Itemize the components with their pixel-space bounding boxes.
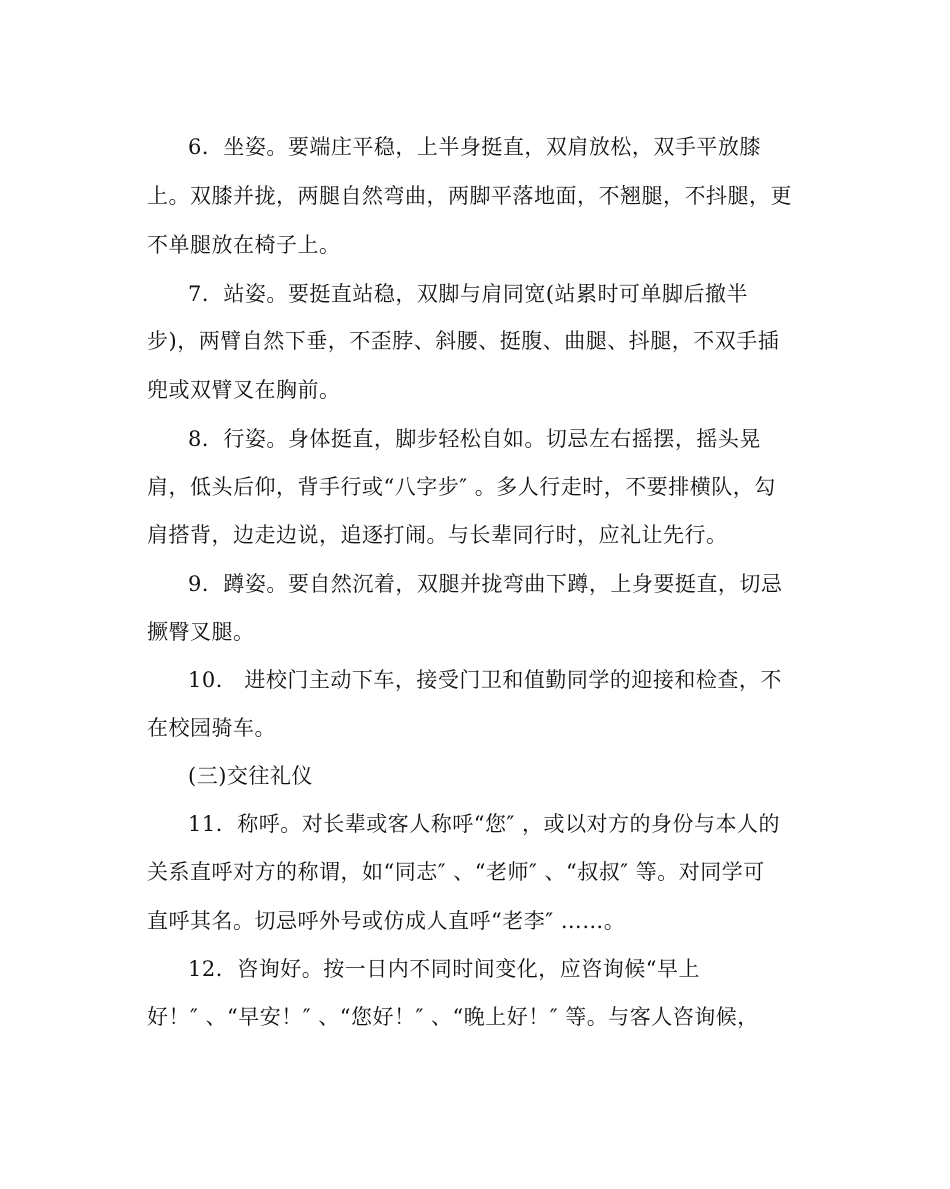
paragraph-9-line-2: 撅臀叉腿。 (147, 620, 255, 644)
paragraph-7-line-3: 兜或双臂叉在胸前。 (147, 378, 341, 402)
paragraph-12-line-1: 12．咨询好。按一日内不同时间变化，应咨询候“早上 (188, 957, 700, 981)
paragraph-6-line-3: 不单腿放在椅子上。 (147, 233, 341, 257)
paragraph-10-line-2: 在校园骑车。 (147, 716, 276, 740)
paragraph-8-line-2: 肩，低头后仰，背手行或“八字步″ 。多人行走时，不要排横队，勾 (147, 475, 776, 499)
paragraph-12-line-2: 好！″ 、“早安！″ 、“您好！″ 、“晚上好！″ 等。与客人咨询候， (147, 1005, 759, 1029)
paragraph-6-line-2: 上。双膝并拢，两腿自然弯曲，两脚平落地面，不翘腿，不抖腿，更 (147, 184, 792, 208)
paragraph-10-line-1: 10． 进校门主动下车，接受门卫和值勤同学的迎接和检查，不 (188, 668, 782, 692)
paragraph-8-line-1: 8．行姿。身体挺直，脚步轻松自如。切忌左右摇摆，摇头晃 (188, 427, 761, 451)
paragraph-8-line-3: 肩搭背，边走边说，追逐打闹。与长辈同行时，应礼让先行。 (147, 523, 728, 547)
paragraph-11-line-1: 11．称呼。对长辈或客人称呼“您″ ，或以对方的身份与本人的 (188, 812, 780, 836)
section-heading-social-etiquette: (三)交往礼仪 (188, 764, 313, 788)
paragraph-9-line-1: 9．蹲姿。要自然沉着，双腿并拢弯曲下蹲，上身要挺直，切忌 (188, 572, 783, 596)
paragraph-11-line-3: 直呼其名。切忌呼外号或仿成人直呼“老李″ ……。 (147, 909, 626, 933)
paragraph-6-line-1: 6．坐姿。要端庄平稳，上半身挺直，双肩放松，双手平放膝 (188, 135, 761, 159)
paragraph-7-line-1: 7．站姿。要挺直站稳，双脚与肩同宽(站累时可单脚后撤半 (188, 282, 749, 306)
paragraph-11-line-2: 关系直呼对方的称谓，如“同志″ 、“老师″ 、“叔叔″ 等。对同学可 (147, 860, 765, 884)
paragraph-7-line-2: 步)，两臂自然下垂，不歪脖、斜腰、挺腹、曲腿、抖腿，不双手插 (147, 329, 780, 353)
